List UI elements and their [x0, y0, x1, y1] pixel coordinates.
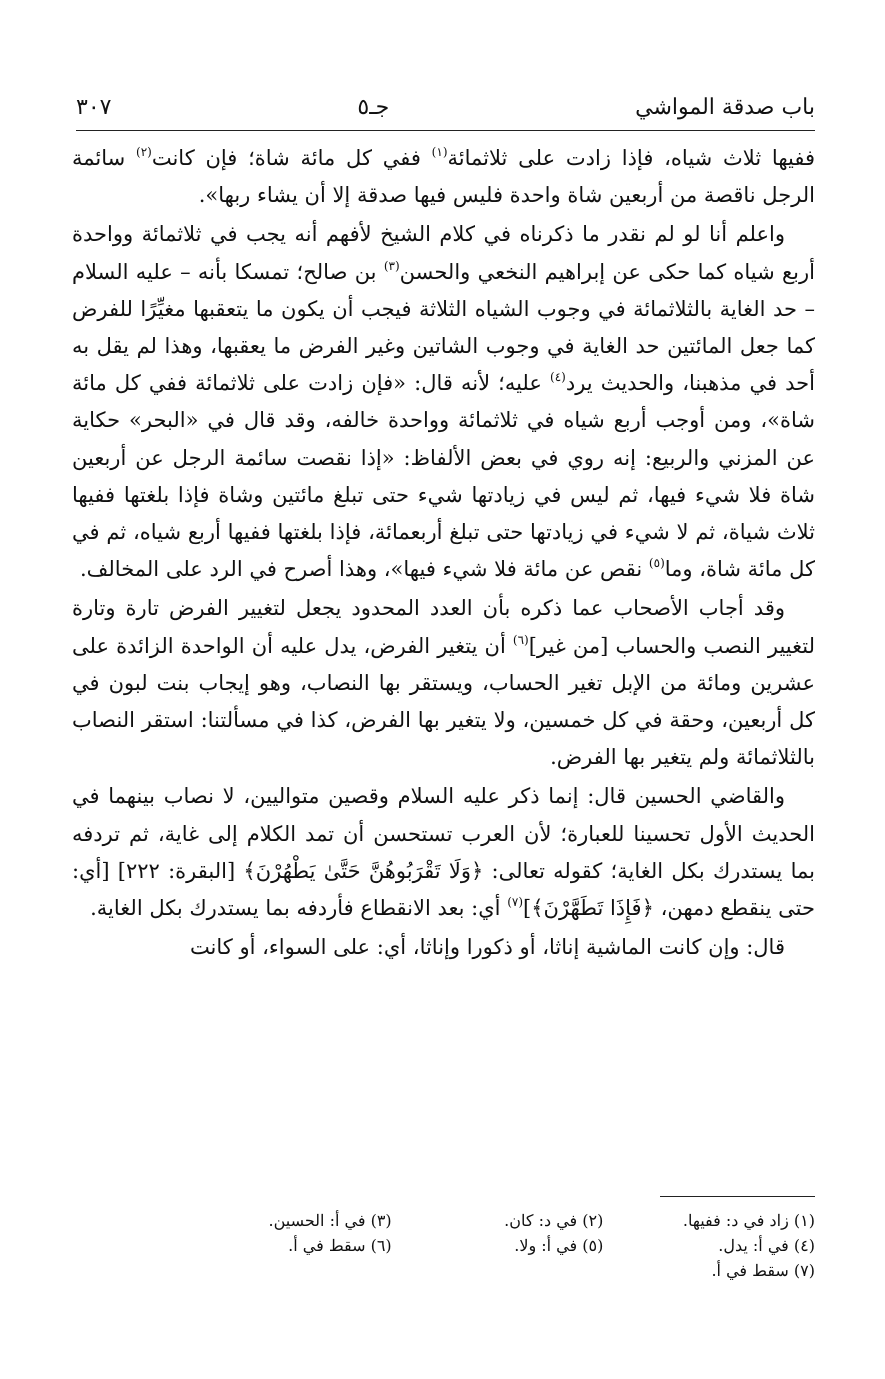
paragraph — [72, 140, 815, 214]
footnotes — [190, 1208, 815, 1283]
main-text — [72, 140, 815, 968]
text-run: عليه؛ لأنه قال: «فإن زادت على ثلاثمائة ففي كل مائة شاة»، ومن أوجب أربع شياه في ثلاثمائة وواحدة خالفه، وقد قال في «البحر» حكاية عن المزني والربيع: إنه روي في بعض الألفاظ: «إذا نقصت سائمة الرجل عن أربعين شاة فلا شيء فيها، ثم ليس في زيادتها شيء حتى تبلغ مائتين وشاة فإذا بلغتها ففيها ثلاث شياة، ثم لا شيء في زيادتها حتى تبلغ أربعمائة، فإذا بلغتها ففيها أربع شياه، ثم في كل مائة شاة، وما — [72, 371, 815, 582]
footnote-ref: (٧) — [507, 895, 524, 910]
page-number: ٣٠٧ — [76, 95, 112, 120]
footnote-ref: (٥) — [648, 556, 665, 571]
footnote: (١) زاد في د: ففيها. — [682, 1211, 815, 1230]
footnote: (٦) سقط في أ. — [288, 1236, 392, 1255]
footnote: (٣) في أ: الحسين. — [268, 1211, 392, 1230]
footnote: (٥) في أ: ولا. — [514, 1236, 604, 1255]
paragraph — [72, 929, 815, 966]
text-run: نقص عن مائة فلا شيء فيها»، وهذا أصرح في الرد على المخالف. — [80, 557, 649, 582]
text-run: والقاضي الحسين قال: إنما ذكر عليه السلام وقصين متواليين، لا نصاب بينهما في الحديث الأول تحسينا للعبارة؛ لأن العرب تستحسن أن تمد الكلام إلى غاية، ثم تردفه بما يستدرك بكل الغاية؛ كقوله تعالى: ﴿وَلَا تَقْرَبُوهُنَّ حَتَّىٰ يَطْهُرْنَ﴾ [البقرة: ٢٢٢] [أي: حتى ينقطع دمهن، ﴿فَإِذَا تَطَهَّرْنَ﴾] — [72, 784, 815, 921]
text-run: ففيها ثلاث شياه، فإذا زادت على ثلاثمائة — [447, 146, 816, 170]
paragraph — [72, 216, 815, 588]
footnote-ref: (٦) — [512, 632, 529, 647]
text-run: سائمة الرجل ناقصة من أربعين شاة واحدة فليس فيها صدقة إلا أن يشاء ربها». — [72, 146, 815, 208]
footnote-ref: (٤) — [550, 370, 566, 385]
footnote: (٤) في أ: يدل. — [718, 1236, 815, 1255]
text-run: واعلم أنا لو لم نقدر ما ذكرناه في كلام الشيخ لأفهم أنه يجب في ثلاثمائة وواحدة أربع شياه كما حكى عن إبراهيم النخعي والحسن — [72, 222, 816, 284]
text-run: أن يتغير الفرض، يدل عليه أن الواحدة الزائدة على عشرين ومائة من الإبل تغير الحساب، ويستقر بها النصاب، وهو إيجاب بنت لبون في كل أربعين، وحقة في كل خمسين، ولا يتغير بها الفرض، كذا في مسألتنا: استقر النصاب بالثلاثمائة ولم يتغير بها الفرض. — [72, 633, 815, 770]
text-run: وقد أجاب الأصحاب عما ذكره بأن العدد المحدود يجعل لتغيير الفرض تارة وتارة لتغيير النصب والحساب [من غير] — [72, 596, 815, 658]
footnote: (٧) سقط في أ. — [711, 1261, 815, 1280]
footnote-divider — [660, 1196, 815, 1197]
volume-label: جـ٥ — [357, 95, 390, 120]
paragraph — [72, 590, 815, 776]
text-run: ففي كل مائة شاة؛ فإن كانت — [151, 146, 432, 170]
text-run: قال: وإن كانت الماشية إناثا، أو ذكورا وإناثا، أي: على السواء، أو كانت — [189, 935, 785, 960]
text-run: بن صالح؛ تمسكا بأنه – عليه السلام – حد الغاية بالثلاثمائة في وجوب الشياه الثلاثة فيجب أن يكون ما يتعقبها مغيِّرًا للفرض كما جعل المائتين حد الغاية في وجوب الشاتين وغير الفرض ما يعقبها، وهذا لم يقل به أحد في مذهبنا، والحديث يرد — [72, 259, 815, 396]
footnote-ref: (٣) — [383, 258, 400, 273]
chapter-title: باب صدقة المواشي — [635, 95, 815, 120]
footnote-ref: (١) — [431, 145, 448, 159]
footnote: (٢) في د: كان. — [504, 1211, 604, 1230]
paragraph — [72, 778, 815, 927]
text-run: أي: بعد الانقطاع فأردفه بما يستدرك بكل الغاية. — [90, 896, 508, 921]
page-header — [76, 76, 815, 131]
footnote-ref: (٢) — [136, 145, 152, 159]
